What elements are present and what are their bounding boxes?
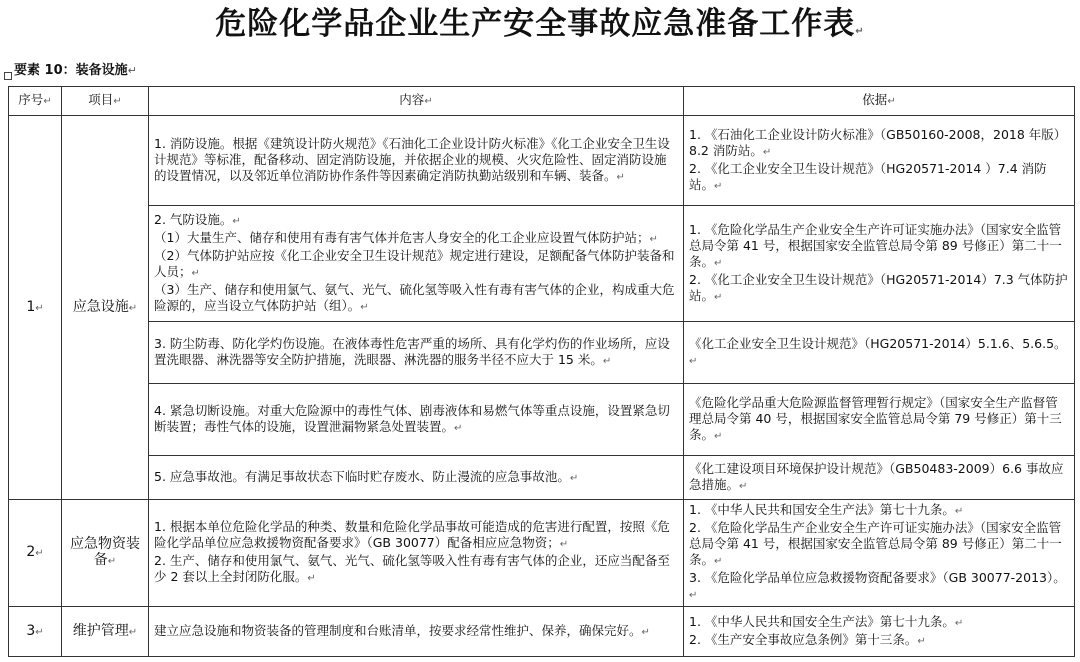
row2-no: 2↵	[9, 500, 62, 607]
cell-line: 2. 《化工企业安全卫生设计规范》（HG20571-2014）7.3 气体防护站。↵	[689, 271, 1068, 303]
row3-basis	[684, 607, 1075, 657]
cell-line: 1. 消防设施。根据《建筑设计防火规范》《石油化工企业设计防火标准》《化工企业安全卫生设计规范》等标准，配备移动、固定消防设施，并依据企业的规模、火灾危险性、固定消防设施的设置情况，以及邻近单位消防协作条件等因素确定消防执勤站级别和车辆、装备。↵	[154, 135, 670, 183]
row1-basis-2	[684, 206, 1075, 322]
table-row	[9, 116, 1075, 206]
title-text: 危险化学品企业生产安全事故应急准备工作表	[215, 6, 856, 42]
table-header-row	[9, 87, 1075, 116]
row2-item: 应急物资装备↵	[62, 500, 149, 607]
subtitle-return-mark: ↵	[127, 64, 137, 77]
cell-line: 建立应急设施和物资装备的管理制度和台账清单，按要求经常性维护、保养，确保完好。↵	[154, 622, 650, 638]
header-no: 序号↵	[9, 87, 62, 116]
subtitle-text: 要素 10：装备设施	[14, 63, 128, 78]
row1-content-5	[149, 456, 684, 500]
table-row	[9, 322, 1075, 384]
table-row	[9, 384, 1075, 456]
row1-content-1	[149, 116, 684, 206]
cell-line: 《化工企业安全卫生设计规范》（HG20571-2014）5.1.6、5.6.5。↵	[689, 335, 1067, 367]
cell-line: 3. 防尘防毒、防化学灼伤设施。在液体毒性危害严重的场所、具有化学灼伤的作业场所，应设置洗眼器、淋洗器等安全防护措施，洗眼器、淋洗器的服务半径不应大于 15 米。↵	[154, 335, 670, 367]
cell-line: 1. 《中华人民共和国安全生产法》第七十九条。↵	[689, 613, 964, 629]
cell-line: 《化工建设项目环境保护设计规范》（GB50483-2009）6.6 事故应急措施。↵	[689, 460, 1064, 492]
section-subtitle	[14, 60, 137, 82]
row3-item: 维护管理↵	[62, 607, 149, 657]
row2-basis	[684, 500, 1075, 607]
equipment-table	[8, 86, 1075, 657]
cell-line: 《危险化学品重大危险源监督管理暂行规定》（国家安全生产监督管理总局令第 40 号，根据国家安全监管总局令第 79 号修正）第十三条。↵	[689, 394, 1062, 442]
cell-line: 4. 紧急切断设施。对重大危险源中的毒性气体、剧毒液体和易燃气体等重点设施，设置紧急切断装置；毒性气体的设施，设置泄漏物紧急处置装置。↵	[154, 402, 670, 434]
header-item: 项目↵	[62, 87, 149, 116]
row1-content-4	[149, 384, 684, 456]
cell-line: （2）气体防护站应按《化工企业安全卫生设计规范》规定进行建设，足额配备气体防护装备和人员；↵	[154, 247, 675, 279]
row1-content-2	[149, 206, 684, 322]
row3-no: 3↵	[9, 607, 62, 657]
row1-no: 1↵	[9, 116, 62, 500]
table-row	[9, 456, 1075, 500]
cell-line: 2. 生产、储存和使用氯气、氨气、光气、硫化氢等吸入性有毒有害气体的企业，还应当配备至少 2 套以上全封闭防化服。↵	[154, 553, 670, 584]
cell-line: 2. 气防设施。↵	[154, 211, 241, 227]
cell-line: 3. 《危险化学品单位应急救援物资配备要求》（GB 30077-2013）。↵	[689, 570, 1066, 601]
cell-line: 2. 《化工企业安全卫生设计规范》（HG20571-2014 ）7.4 消防站。↵	[689, 160, 1047, 192]
cell-line: 2. 《生产安全事故应急条例》第十三条。↵	[689, 631, 926, 647]
cell-line: （3）生产、储存和使用氯气、氨气、光气、硫化氢等吸入性有毒有害气体的企业，构成重大危险源的，应当设立气体防护站（组）。↵	[154, 281, 675, 313]
row1-basis-3	[684, 322, 1075, 384]
cell-line: 1. 《危险化学品生产企业安全生产许可证实施办法》（国家安全监管总局令第 41 号，根据国家安全监管总局令第 89 号修正）第二十一条。↵	[689, 221, 1062, 269]
row1-basis-4	[684, 384, 1075, 456]
title-return-mark: ↵	[855, 26, 865, 37]
row3-content	[149, 607, 684, 657]
header-basis: 依据↵	[684, 87, 1075, 116]
table-anchor-icon	[4, 72, 12, 80]
row1-item: 应急设施↵	[62, 116, 149, 500]
cell-line: 2. 《危险化学品生产企业安全生产许可证实施办法》（国家安全监管总局令第 41 号，根据国家安全监管总局令第 89 号修正）第二十一条。↵	[689, 520, 1062, 567]
row1-content-3	[149, 322, 684, 384]
cell-line: 1. 根据本单位危险化学品的种类、数量和危险化学品事故可能造成的危害进行配置，按照《危险化学品单位应急救援物资配备要求》（GB 30077）配备相应应急物资；↵	[154, 519, 670, 550]
row2-content	[149, 500, 684, 607]
cell-line: 5. 应急事故池。有满足事故状态下临时贮存废水、防止漫流的应急事故池。↵	[154, 468, 579, 484]
table-row	[9, 607, 1075, 657]
header-content: 内容↵	[149, 87, 684, 116]
cell-line: 1. 《石油化工企业设计防火标准》（GB50160-2008，2018 年版）8.2 消防站。↵	[689, 126, 1067, 158]
row1-basis-1	[684, 116, 1075, 206]
table-row	[9, 206, 1075, 322]
cell-line: 1. 《中华人民共和国安全生产法》第七十九条。↵	[689, 502, 964, 517]
page-title	[0, 2, 1080, 54]
row1-basis-5	[684, 456, 1075, 500]
table-row	[9, 500, 1075, 607]
cell-line: （1）大量生产、储存和使用有毒有害气体并危害人身安全的化工企业应设置气体防护站；↵	[154, 229, 658, 245]
